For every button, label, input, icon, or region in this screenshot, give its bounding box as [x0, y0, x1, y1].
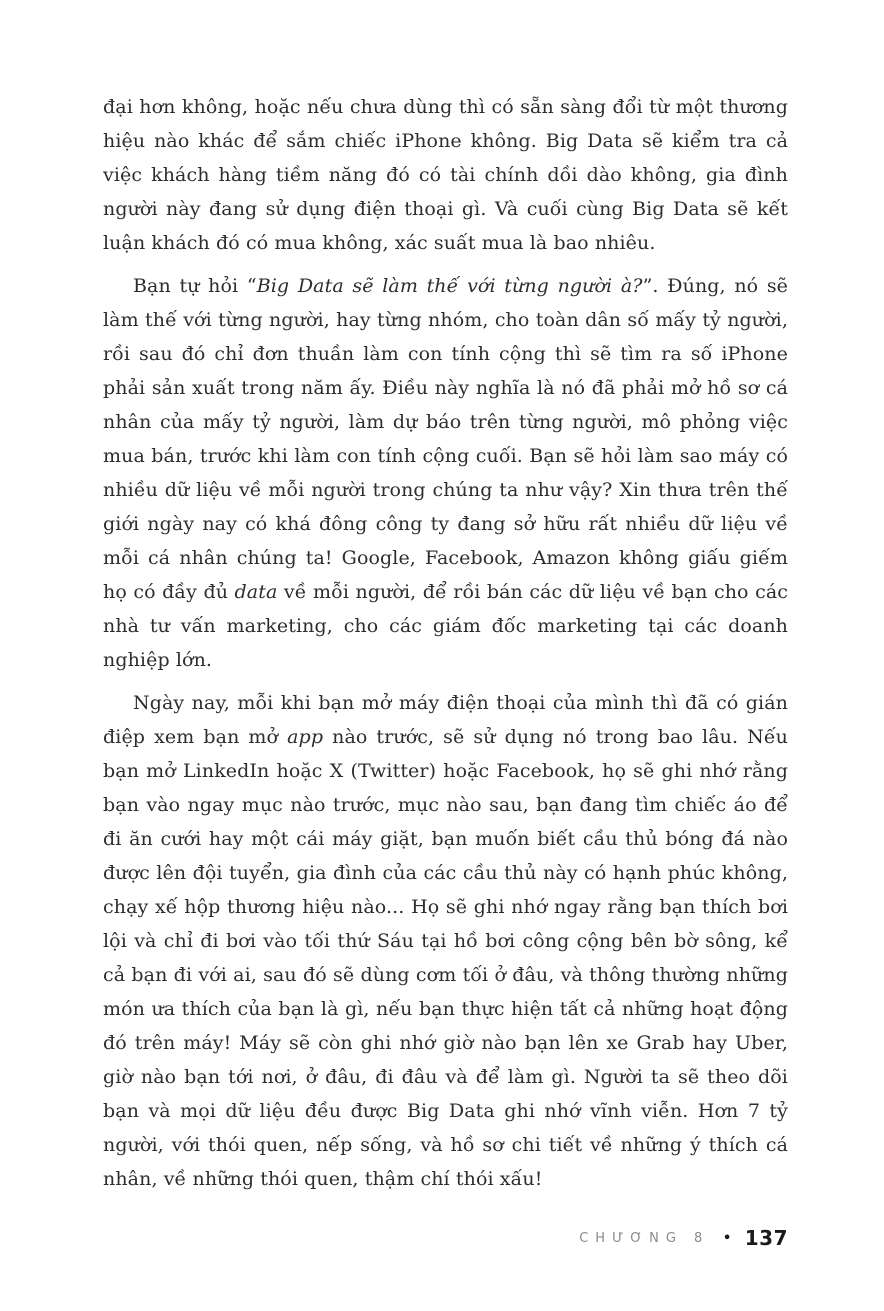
bullet-separator-icon: •: [722, 1228, 732, 1247]
italic-text-segment: app: [287, 726, 324, 748]
text-segment: Ngày nay, mỗi khi bạn mở máy điện thoại của mình thì đã có gián điệp xem bạn mở: [103, 692, 788, 748]
page-number: 137: [744, 1226, 788, 1250]
paragraph: [103, 90, 788, 260]
text-segment: đại hơn không, hoặc nếu chưa dùng thì có sẵn sàng đổi từ một thương hiệu nào khác để sắm chiếc iPhone không. Big Data sẽ kiểm tra cả việc khách hàng tiềm năng đó có tài chính dồi dào không, gia đình người này đang sử dụng điện thoại gì. Và cuối cùng Big Data sẽ kết luận khách đó có mua không, xác suất mua là bao nhiêu.: [103, 96, 788, 254]
chapter-label: CHƯƠNG 8: [579, 1230, 710, 1246]
text-segment: Bạn tự hỏi “: [133, 275, 257, 297]
page-footer: [579, 1226, 788, 1250]
italic-text-segment: Big Data sẽ làm thế với từng người à?: [256, 275, 643, 297]
text-segment: về mỗi người, để rồi bán các dữ liệu về bạn cho các nhà tư vấn marketing, cho các giám đốc marketing tại các doanh nghiệp lớn.: [103, 581, 788, 671]
italic-text-segment: data: [234, 581, 278, 603]
body-text: [103, 90, 788, 1205]
paragraph: [103, 686, 788, 1196]
text-segment: nào trước, sẽ sử dụng nó trong bao lâu. Nếu bạn mở LinkedIn hoặc X (Twitter) hoặc Facebook, họ sẽ ghi nhớ rằng bạn vào ngay mục nào trước, mục nào sau, bạn đang tìm chiếc áo để đi ăn cưới hay một cái máy giặt, bạn muốn biết cầu thủ bóng đá nào được lên đội tuyển, gia đình của các cầu thủ này có hạnh phúc không, chạy xế hộp thương hiệu nào... Họ sẽ ghi nhớ ngay rằng bạn thích bơi lội và chỉ đi bơi vào tối thứ Sáu tại hồ bơi công cộng bên bờ sông, kể cả bạn đi với ai, sau đó sẽ dùng cơm tối ở đâu, và thông thường những món ưa thích của bạn là gì, nếu bạn thực hiện tất cả những hoạt động đó trên máy! Máy sẽ còn ghi nhớ giờ nào bạn lên xe Grab hay Uber, giờ nào bạn tới nơi, ở đâu, đi đâu và để làm gì. Người ta sẽ theo dõi bạn và mọi dữ liệu đều được Big Data ghi nhớ vĩnh viễn. Hơn 7 tỷ người, với thói quen, nếp sống, và hồ sơ chi tiết về những ý thích cá nhân, về những thói quen, thậm chí thói xấu!: [103, 726, 788, 1190]
text-segment: ”. Đúng, nó sẽ làm thế với từng người, hay từng nhóm, cho toàn dân số mấy tỷ người, rồi sau đó chỉ đơn thuần làm con tính cộng thì sẽ tìm ra số iPhone phải sản xuất trong năm ấy. Điều này nghĩa là nó đã phải mở hồ sơ cá nhân của mấy tỷ người, làm dự báo trên từng người, mô phỏng việc mua bán, trước khi làm con tính cộng cuối. Bạn sẽ hỏi làm sao máy có nhiều dữ liệu về mỗi người trong chúng ta như vậy? Xin thưa trên thế giới ngày nay có khá đông công ty đang sở hữu rất nhiều dữ liệu về mỗi cá nhân chúng ta! Google, Facebook, Amazon không giấu giếm họ có đầy đủ: [103, 275, 789, 603]
paragraph: [103, 269, 788, 677]
